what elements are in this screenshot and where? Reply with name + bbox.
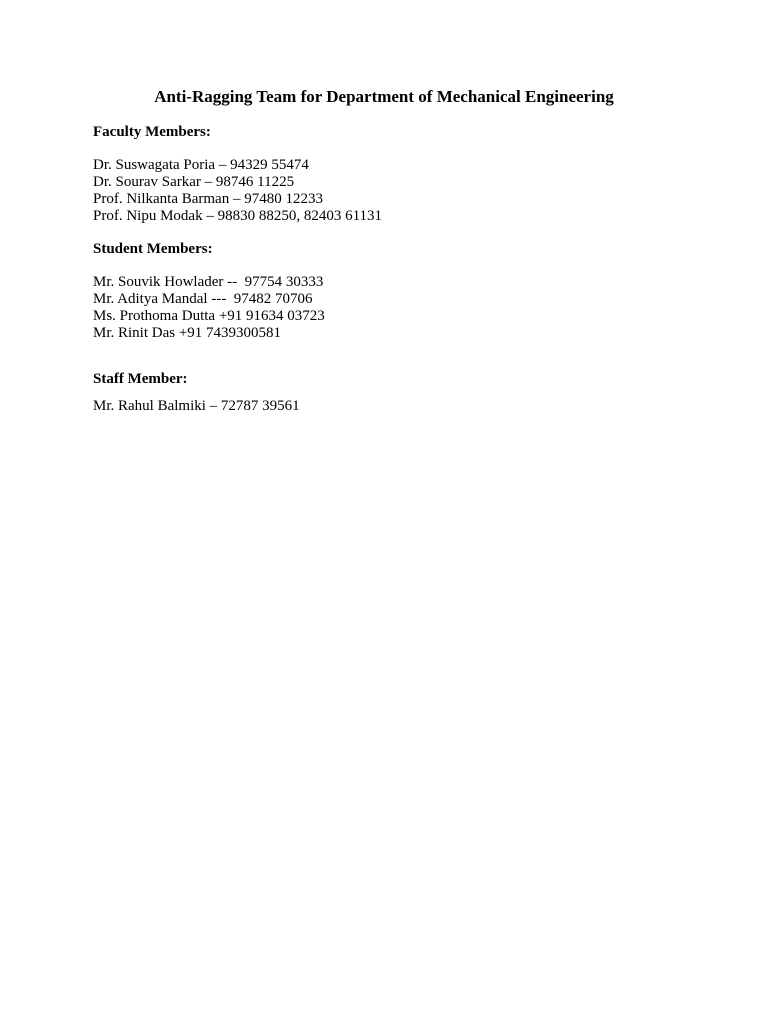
student-member: Mr. Souvik Howlader -- 97754 30333	[93, 274, 324, 290]
faculty-heading: Faculty Members:	[93, 124, 211, 140]
faculty-section	[93, 123, 693, 225]
staff-section	[93, 370, 693, 415]
student-member: Mr. Aditya Mandal --- 97482 70706	[93, 291, 313, 307]
student-list	[93, 274, 693, 342]
faculty-member: Prof. Nipu Modak – 98830 88250, 82403 61131	[93, 208, 383, 224]
staff-list	[93, 398, 693, 415]
student-member: Ms. Prothoma Dutta +91 91634 03723	[93, 308, 325, 324]
faculty-list	[93, 157, 693, 225]
document-title: Anti-Ragging Team for Department of Mechanical Engineering	[154, 87, 614, 106]
faculty-member: Dr. Sourav Sarkar – 98746 11225	[93, 174, 295, 190]
faculty-member: Dr. Suswagata Poria – 94329 55474	[93, 157, 309, 173]
student-member: Mr. Rinit Das +91 7439300581	[93, 325, 282, 341]
student-section	[93, 240, 693, 342]
staff-member: Mr. Rahul Balmiki – 72787 39561	[93, 398, 300, 414]
faculty-member: Prof. Nilkanta Barman – 97480 12233	[93, 191, 323, 207]
staff-heading: Staff Member:	[93, 371, 188, 387]
student-heading: Student Members:	[93, 241, 213, 257]
